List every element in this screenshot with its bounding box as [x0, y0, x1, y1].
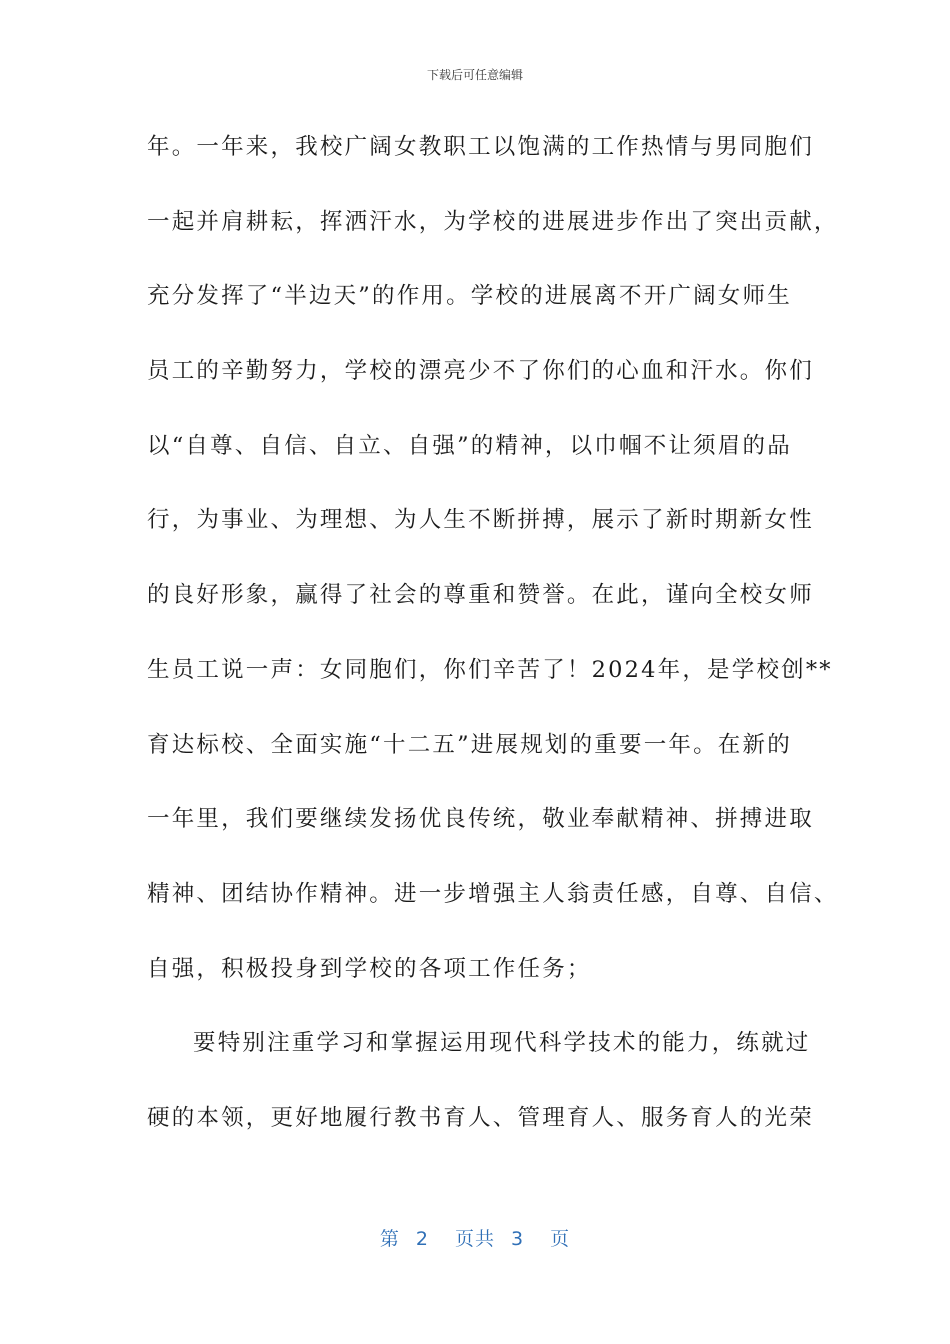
- text-line: 育达标校、全面实施“十二五”进展规划的重要一年。在新的: [147, 731, 792, 758]
- footer-total-label: 页共: [454, 1228, 495, 1250]
- text-line: 行，为事业、为理想、为人生不断拼搏，展示了新时期新女性: [147, 507, 814, 534]
- total-pages-number: 3: [511, 1228, 525, 1250]
- paragraph-first-line: 要特别注重学习和掌握运用现代科学技术的能力，练就过: [193, 1030, 811, 1057]
- text-line: 精神、团结协作精神。进一步增强主人翁责任感，自尊、自信、: [147, 880, 839, 907]
- text-line: 的良好形象，赢得了社会的尊重和赞誉。在此，谨向全校女师: [147, 582, 814, 609]
- text-line: 以“自尊、自信、自立、自强”的精神，以巾帼不让须眉的品: [147, 432, 792, 459]
- text-line: 硬的本领，更好地履行教书育人、管理育人、服务育人的光荣: [147, 1104, 814, 1131]
- text-line: 一起并肩耕耘，挥洒汗水，为学校的进展进步作出了突出贡献，: [147, 208, 839, 235]
- text-line: 生员工说一声：女同胞们，你们辛苦了！2024年，是学校创**: [147, 656, 833, 683]
- footer-page-label: 第: [379, 1228, 400, 1250]
- text-line: 自强，积极投身到学校的各项工作任务；: [147, 955, 592, 982]
- text-line: 员工的辛勤努力，学校的漂亮少不了你们的心血和汗水。你们: [147, 358, 814, 385]
- page-header: 下载后可任意编辑: [426, 68, 523, 82]
- document-body: [147, 118, 839, 1164]
- text-line: 充分发挥了“半边天”的作用。学校的进展离不开广阔女师生: [147, 283, 792, 310]
- current-page-number: 2: [415, 1228, 429, 1250]
- text-line: 年。一年来，我校广阔女教职工以饱满的工作热情与男同胞们: [147, 134, 814, 160]
- page-footer: [0, 1224, 950, 1251]
- text-line: 一年里，我们要继续发扬优良传统，敬业奉献精神、拼搏进取: [147, 806, 814, 833]
- footer-page-suffix: 页: [550, 1228, 571, 1250]
